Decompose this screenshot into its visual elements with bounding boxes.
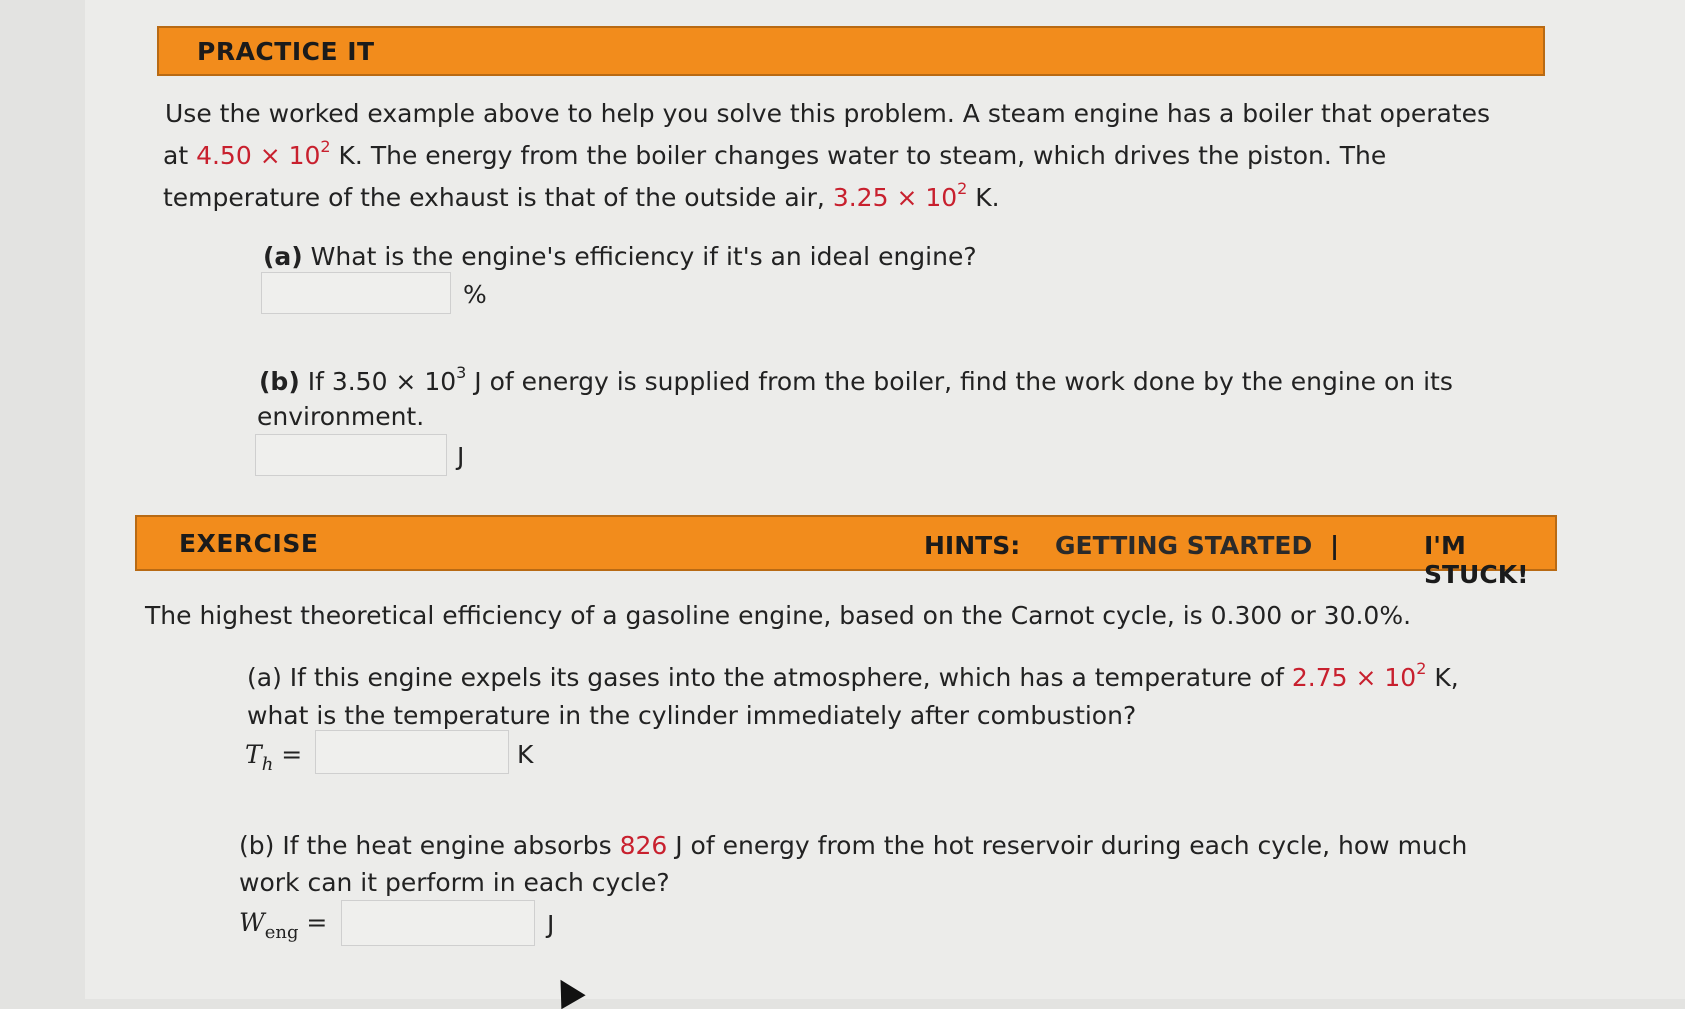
- exhaust-temperature: $3.25 \times 10^2$: [832, 179, 968, 212]
- practice-a-efficiency-input[interactable]: [261, 272, 451, 314]
- th-variable: $T_h$ =: [245, 740, 303, 775]
- practice-question-b-line-2: environment.: [257, 402, 425, 431]
- exercise-a-th-input[interactable]: [315, 730, 509, 774]
- boiler-temperature: $4.50 \times 10^2$: [196, 137, 331, 170]
- exercise-header-bar: [135, 515, 1557, 589]
- practice-header-title: PRACTICE IT: [197, 37, 375, 66]
- exercise-intro: The highest theoretical efficiency of a gasoline engine, based on the Carnot cycle, is 0.300 or 30.0%.: [145, 601, 1412, 630]
- practice-intro-line-1: Use the worked example above to help you solve this problem. A steam engine has a boiler that operates: [165, 99, 1491, 128]
- exercise-question-b-line-2: work can it perform in each cycle?: [239, 868, 670, 897]
- practice-header-bar: [157, 26, 1545, 76]
- exercise-b-unit: J: [547, 910, 555, 939]
- exercise-question-a-line-2: what is the temperature in the cylinder immediately after combustion?: [247, 701, 1137, 730]
- absorbed-energy: 826: [619, 831, 668, 860]
- practice-b-work-input[interactable]: [255, 434, 447, 476]
- practice-question-a: (a) What is the engine's efficiency if it's an ideal engine?: [263, 242, 977, 271]
- hints-separator: |: [1330, 531, 1340, 560]
- exercise-a-unit: K: [517, 740, 534, 769]
- practice-b-unit: J: [457, 442, 465, 471]
- atmosphere-temperature: $2.75 \times 10^2$: [1291, 659, 1427, 692]
- practice-question-b-line-1: (b) If $3.50 \times 10^3$ J of energy is supplied from the boiler, find the work done by the engine on its: [259, 363, 1453, 396]
- weng-variable: $W_{eng}$ =: [239, 908, 328, 943]
- getting-started-link[interactable]: GETTING STARTED: [1055, 531, 1313, 560]
- practice-intro-line-3: temperature of the exhaust is that of the outside air, $3.25 \times 10^2$ K.: [163, 179, 1000, 212]
- exercise-b-weng-input[interactable]: [341, 900, 535, 946]
- im-stuck-link[interactable]: I'M STUCK!: [1424, 531, 1529, 589]
- practice-intro-line-2: at $4.50 \times 10^2$ K. The energy from the boiler changes water to steam, which drives the piston. The: [163, 137, 1387, 170]
- exercise-question-a-line-1: (a) If this engine expels its gases into the atmosphere, which has a temperature of $2.75 \times 10^2$ K,: [247, 659, 1459, 692]
- hints-label: HINTS:: [924, 531, 1021, 560]
- exercise-header-title: EXERCISE: [179, 529, 319, 558]
- exercise-question-b-line-1: (b) If the heat engine absorbs 826 J of energy from the hot reservoir during each cycle, how much: [239, 831, 1468, 860]
- practice-a-unit: %: [463, 280, 487, 309]
- page: [85, 0, 1685, 999]
